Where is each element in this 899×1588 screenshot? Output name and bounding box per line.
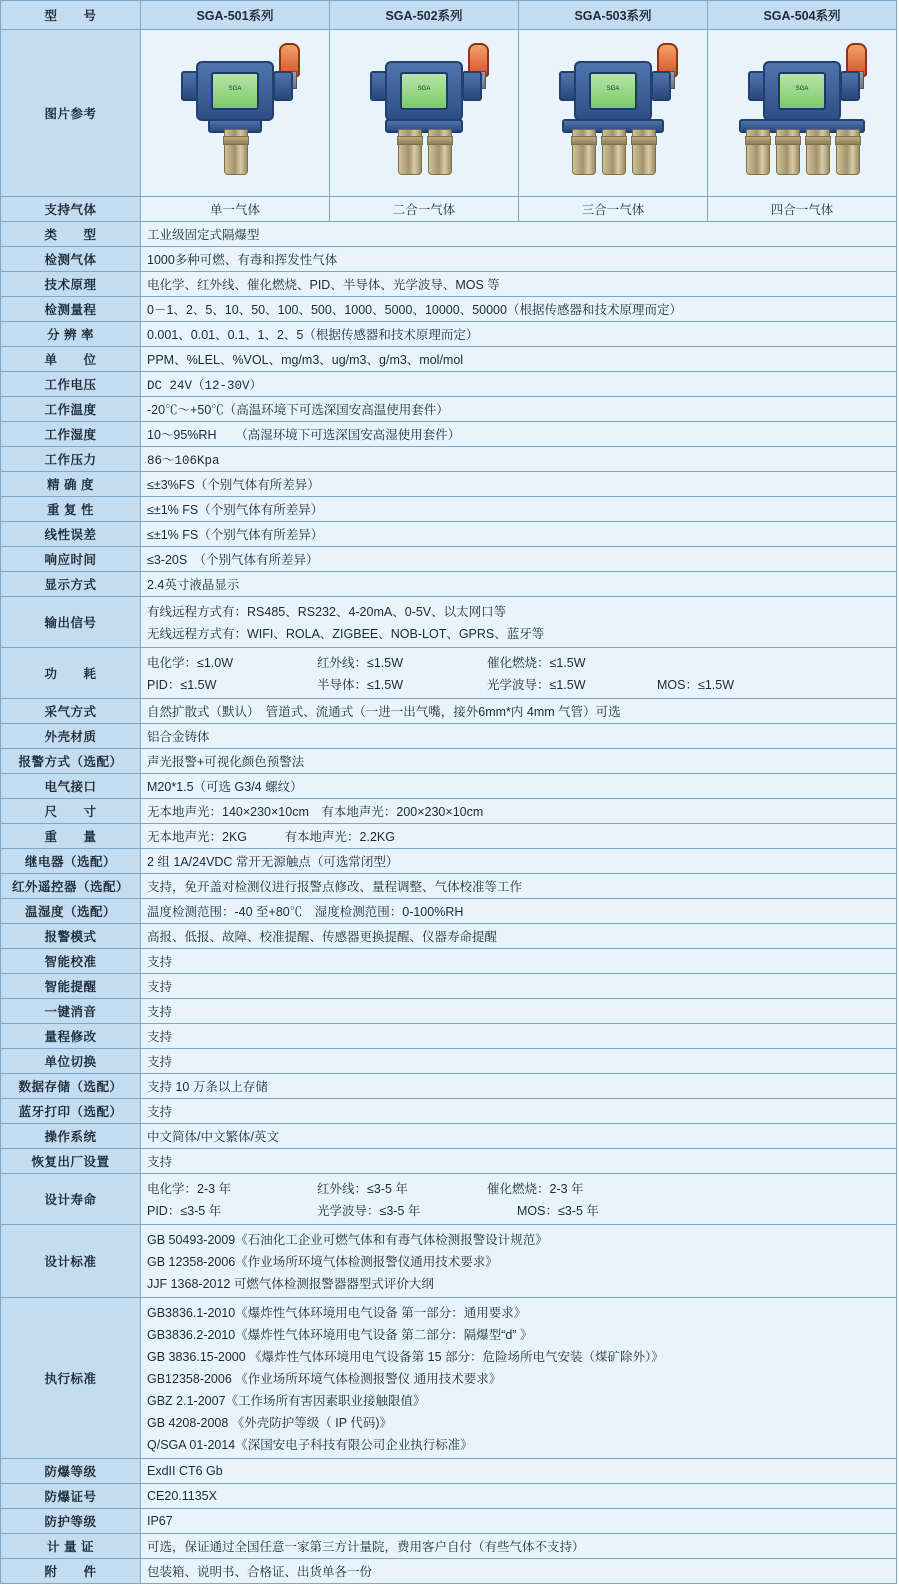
model-header-502: SGA-502系列	[330, 1, 519, 30]
mount-bracket-right	[273, 71, 293, 101]
table-row-one-key-mute	[1, 999, 897, 1024]
row-value-pressure: 86～106Kpa	[141, 447, 897, 472]
row-label-design-life: 设计寿命	[1, 1174, 141, 1225]
sensor-probe-2	[602, 129, 626, 175]
table-row-os	[1, 1124, 897, 1149]
lcd-display	[589, 72, 637, 110]
row-value-ex-grade: ExdII CT6 Gb	[141, 1459, 897, 1484]
row-label-shell: 外壳材质	[1, 724, 141, 749]
row-label-ip-grade: 防护等级	[1, 1509, 141, 1534]
row-label-size: 尺 寸	[1, 799, 141, 824]
row-label-temp-humidity-optional: 温湿度（选配）	[1, 899, 141, 924]
table-row-model-header	[1, 1, 897, 30]
table-row-smart-calibration	[1, 949, 897, 974]
table-row-pressure	[1, 447, 897, 472]
row-value-sampling: 自然扩散式（默认） 管道式、流通式（一进一出气嘴，接外6mm*内 4mm 气管）可选	[141, 699, 897, 724]
row-label-os: 操作系统	[1, 1124, 141, 1149]
table-row-principle	[1, 272, 897, 297]
detector-illustration-3	[528, 37, 698, 189]
table-row-voltage	[1, 372, 897, 397]
row-value-alarm-modes: 高报、低报、故障、校准提醒、传感器更换提醒、仪器寿命提醒	[141, 924, 897, 949]
row-value-shell: 铝合金铸体	[141, 724, 897, 749]
table-row-resolution	[1, 322, 897, 347]
lcd-text: SGA	[606, 86, 620, 92]
row-label-type: 类 型	[1, 222, 141, 247]
output-wired-line: 有线远程方式有：RS485、RS232、4-20mA、0-5V、以太网口等	[147, 605, 507, 619]
row-label-accuracy: 精 确 度	[1, 472, 141, 497]
lcd-text: SGA	[417, 86, 431, 92]
table-row-output-signal	[1, 597, 897, 648]
table-row-type	[1, 222, 897, 247]
table-row-factory-reset	[1, 1149, 897, 1174]
row-label-display: 显示方式	[1, 572, 141, 597]
sensor-probe-3	[806, 129, 830, 175]
table-row-range	[1, 297, 897, 322]
row-label-range: 检测量程	[1, 297, 141, 322]
support-gas-502: 二合一气体	[330, 197, 519, 222]
table-row-electrical-interface	[1, 774, 897, 799]
row-label-data-storage-optional: 数据存储（选配）	[1, 1074, 141, 1099]
row-label-alarm-mode-optional: 报警方式（选配）	[1, 749, 141, 774]
row-label-range-modify: 量程修改	[1, 1024, 141, 1049]
sensor-probe-1	[224, 129, 248, 175]
life-infrared: 红外线：≤3-5 年	[317, 1182, 408, 1196]
table-row-ex-grade	[1, 1459, 897, 1484]
row-label-voltage: 工作电压	[1, 372, 141, 397]
row-value-metering-cert: 可选，保证通过全国任意一家第三方计量院，费用客户自付（有些气体不支持）	[141, 1534, 897, 1559]
row-value-ex-cert: CE20.1135X	[141, 1484, 897, 1509]
life-mos: MOS：≤3-5 年	[517, 1204, 599, 1218]
power-electrochemical: 电化学：≤1.0W	[147, 656, 234, 670]
row-value-temperature: -20℃～+50℃（高温环境下可选深国安高温使用套件）	[141, 397, 897, 422]
row-value-alarm-mode-optional: 声光报警+可视化颜色预警法	[141, 749, 897, 774]
row-value-design-life	[141, 1174, 897, 1225]
lcd-text: SGA	[795, 86, 809, 92]
row-label-alarm-modes: 报警模式	[1, 924, 141, 949]
device-image-503	[519, 30, 708, 197]
table-row-power	[1, 648, 897, 699]
row-label-pressure: 工作压力	[1, 447, 141, 472]
row-label-smart-calibration: 智能校准	[1, 949, 141, 974]
row-value-data-storage-optional: 支持 10 万条以上存储	[141, 1074, 897, 1099]
row-value-unit: PPM、%LEL、%VOL、mg/m3、ug/m3、g/m3、mol/mol	[141, 347, 897, 372]
row-label-support-gas: 支持气体	[1, 197, 141, 222]
device-image-502	[330, 30, 519, 197]
design-standard-item: GB 12358-2006《作业场所环境气体检测报警仪通用技术要求》	[147, 1255, 498, 1269]
row-label-relay-optional: 继电器（选配）	[1, 849, 141, 874]
row-value-os: 中文简体/中文繁体/英文	[141, 1124, 897, 1149]
row-value-humidity: 10～95%RH （高湿环境下可选深国安高湿使用套件）	[141, 422, 897, 447]
design-standard-item: GB 50493-2009《石油化工企业可燃气体和有毒气体检测报警设计规范》	[147, 1233, 548, 1247]
power-infrared: 红外线：≤1.5W	[317, 656, 404, 670]
row-label-exec-standard: 执行标准	[1, 1298, 141, 1459]
exec-standard-item: GB3836.2-2010《爆炸性气体环境用电气设备 第二部分：隔爆型“d” 》	[147, 1328, 533, 1342]
row-label-one-key-mute: 一键消音	[1, 999, 141, 1024]
row-value-principle: 电化学、红外线、催化燃烧、PID、半导体、光学波导、MOS 等	[141, 272, 897, 297]
row-label-image-reference: 图片参考	[1, 30, 141, 197]
row-label-weight: 重 量	[1, 824, 141, 849]
table-row-repeatability	[1, 497, 897, 522]
detector-body	[385, 61, 463, 121]
row-value-repeatability: ≤±1% FS（个别气体有所差异）	[141, 497, 897, 522]
row-value-response: ≤3-20S （个别气体有所差异）	[141, 547, 897, 572]
sensor-probe-2	[428, 129, 452, 175]
exec-standard-item: GB3836.1-2010《爆炸性气体环境用电气设备 第一部分：通用要求》	[147, 1306, 527, 1320]
table-row-temperature	[1, 397, 897, 422]
row-value-smart-reminder: 支持	[141, 974, 897, 999]
exec-standard-item: GB12358-2006 《作业场所环境气体检测报警仪 通用技术要求》	[147, 1372, 502, 1386]
table-row-data-storage-optional	[1, 1074, 897, 1099]
row-label-repeatability: 重 复 性	[1, 497, 141, 522]
life-catalytic: 催化燃烧：2-3 年	[487, 1182, 584, 1196]
row-label-response: 响应时间	[1, 547, 141, 572]
table-row-ip-grade	[1, 1509, 897, 1534]
row-label-principle: 技术原理	[1, 272, 141, 297]
row-value-exec-standard	[141, 1298, 897, 1459]
sensor-probe-3	[632, 129, 656, 175]
table-row-metering-cert	[1, 1534, 897, 1559]
power-pid: PID：≤1.5W	[147, 678, 217, 692]
exec-standard-item: GB 3836.15-2000 《爆炸性气体环境用电气设备第 15 部分：危险场所电气安装（煤矿除外）》	[147, 1350, 664, 1364]
row-value-display: 2.4英寸液晶显示	[141, 572, 897, 597]
row-value-relay-optional: 2 组 1A/24VDC 常开无源触点（可选常闭型）	[141, 849, 897, 874]
row-label-sampling: 采气方式	[1, 699, 141, 724]
table-row-design-life	[1, 1174, 897, 1225]
row-label-output-signal: 输出信号	[1, 597, 141, 648]
sensor-probe-1	[398, 129, 422, 175]
table-row-relay-optional	[1, 849, 897, 874]
row-label-electrical-interface: 电气接口	[1, 774, 141, 799]
row-label-factory-reset: 恢复出厂设置	[1, 1149, 141, 1174]
mount-bracket-right	[651, 71, 671, 101]
lcd-display	[211, 72, 259, 110]
power-semiconductor: 半导体：≤1.5W	[317, 678, 404, 692]
sensor-probe-1	[746, 129, 770, 175]
row-label-model: 型 号	[1, 1, 141, 30]
row-label-accessories: 附 件	[1, 1559, 141, 1584]
detector-body	[574, 61, 652, 121]
row-value-unit-switch: 支持	[141, 1049, 897, 1074]
model-header-501: SGA-501系列	[141, 1, 330, 30]
sensor-probe-4	[836, 129, 860, 175]
table-row-support-gas	[1, 197, 897, 222]
page-footer-spacer	[0, 1584, 899, 1588]
table-row-bluetooth-print-optional	[1, 1099, 897, 1124]
lcd-display	[778, 72, 826, 110]
row-label-humidity: 工作湿度	[1, 422, 141, 447]
row-value-factory-reset: 支持	[141, 1149, 897, 1174]
mount-bracket-right	[462, 71, 482, 101]
model-header-504: SGA-504系列	[708, 1, 897, 30]
row-value-weight: 无本地声光：2KG 有本地声光：2.2KG	[141, 824, 897, 849]
row-value-one-key-mute: 支持	[141, 999, 897, 1024]
row-label-ir-remote-optional: 红外遥控器（选配）	[1, 874, 141, 899]
row-label-unit: 单 位	[1, 347, 141, 372]
output-wireless-line: 无线远程方式有：WIFI、ROLA、ZIGBEE、NOB-LOT、GPRS、蓝牙等	[147, 627, 545, 641]
table-row-detect-gas	[1, 247, 897, 272]
row-value-temp-humidity-optional: 温度检测范围：-40 至+80℃ 湿度检测范围：0-100%RH	[141, 899, 897, 924]
table-row-accuracy	[1, 472, 897, 497]
row-value-accuracy: ≤±3%FS（个别气体有所差异）	[141, 472, 897, 497]
detector-illustration-4	[717, 37, 887, 189]
mount-bracket-right	[840, 71, 860, 101]
row-label-detect-gas: 检测气体	[1, 247, 141, 272]
table-row-image-reference	[1, 30, 897, 197]
lcd-text: SGA	[228, 86, 242, 92]
table-row-alarm-modes	[1, 924, 897, 949]
row-label-resolution: 分 辨 率	[1, 322, 141, 347]
row-label-linearity: 线性误差	[1, 522, 141, 547]
row-value-ip-grade: IP67	[141, 1509, 897, 1534]
row-value-range-modify: 支持	[141, 1024, 897, 1049]
row-value-type: 工业级固定式隔爆型	[141, 222, 897, 247]
sensor-probe-2	[776, 129, 800, 175]
row-value-power	[141, 648, 897, 699]
power-catalytic: 催化燃烧：≤1.5W	[487, 656, 586, 670]
life-electrochemical: 电化学：2-3 年	[147, 1182, 232, 1196]
table-row-ir-remote-optional	[1, 874, 897, 899]
table-row-sampling	[1, 699, 897, 724]
row-value-accessories: 包装箱、说明书、合格证、出货单各一份	[141, 1559, 897, 1584]
row-value-output-signal	[141, 597, 897, 648]
design-standard-item: JJF 1368-2012 可燃气体检测报警器器型式评价大纲	[147, 1277, 434, 1291]
table-row-size	[1, 799, 897, 824]
table-row-shell	[1, 724, 897, 749]
detector-illustration-1	[150, 37, 320, 189]
row-label-metering-cert: 计 量 证	[1, 1534, 141, 1559]
table-row-smart-reminder	[1, 974, 897, 999]
power-mos: MOS：≤1.5W	[657, 678, 735, 692]
table-row-design-standard	[1, 1225, 897, 1298]
row-label-power: 功 耗	[1, 648, 141, 699]
life-pid: PID：≤3-5 年	[147, 1204, 222, 1218]
table-row-temp-humidity-optional	[1, 899, 897, 924]
table-row-range-modify	[1, 1024, 897, 1049]
table-row-linearity	[1, 522, 897, 547]
row-value-voltage: DC 24V（12-30V）	[141, 372, 897, 397]
detector-illustration-2	[339, 37, 509, 189]
support-gas-503: 三合一气体	[519, 197, 708, 222]
row-value-size: 无本地声光：140×230×10cm 有本地声光：200×230×10cm	[141, 799, 897, 824]
device-image-504	[708, 30, 897, 197]
row-label-smart-reminder: 智能提醒	[1, 974, 141, 999]
table-row-response	[1, 547, 897, 572]
model-header-503: SGA-503系列	[519, 1, 708, 30]
support-gas-501: 单一气体	[141, 197, 330, 222]
row-value-resolution: 0.001、0.01、0.1、1、2、5（根据传感器和技术原理而定）	[141, 322, 897, 347]
exec-standard-item: GB 4208-2008 《外壳防护等级（ IP 代码)》	[147, 1416, 392, 1430]
table-row-accessories	[1, 1559, 897, 1584]
row-value-range: 0－1、2、5、10、50、100、500、1000、5000、10000、50000（根据传感器和技术原理而定）	[141, 297, 897, 322]
table-row-humidity	[1, 422, 897, 447]
row-value-detect-gas: 1000多种可燃、有毒和挥发性气体	[141, 247, 897, 272]
exec-standard-item: GBZ 2.1-2007《工作场所有害因素职业接触限值》	[147, 1394, 426, 1408]
table-row-unit-switch	[1, 1049, 897, 1074]
row-value-ir-remote-optional: 支持，免开盖对检测仪进行报警点修改、量程调整、气体校准等工作	[141, 874, 897, 899]
power-optical-waveguide: 光学波导：≤1.5W	[487, 678, 586, 692]
row-value-electrical-interface: M20*1.5（可选 G3/4 螺纹）	[141, 774, 897, 799]
support-gas-504: 四合一气体	[708, 197, 897, 222]
detector-body	[763, 61, 841, 121]
table-row-ex-cert	[1, 1484, 897, 1509]
row-label-design-standard: 设计标准	[1, 1225, 141, 1298]
row-value-design-standard	[141, 1225, 897, 1298]
row-value-linearity: ≤±1% FS（个别气体有所差异）	[141, 522, 897, 547]
device-image-501	[141, 30, 330, 197]
table-row-weight	[1, 824, 897, 849]
row-label-temperature: 工作温度	[1, 397, 141, 422]
table-row-alarm-mode-optional	[1, 749, 897, 774]
sensor-probe-1	[572, 129, 596, 175]
row-label-ex-grade: 防爆等级	[1, 1459, 141, 1484]
table-row-display	[1, 572, 897, 597]
row-label-unit-switch: 单位切换	[1, 1049, 141, 1074]
detector-body	[196, 61, 274, 121]
life-optical-waveguide: 光学波导：≤3-5 年	[317, 1204, 421, 1218]
lcd-display	[400, 72, 448, 110]
row-label-bluetooth-print-optional: 蓝牙打印（选配）	[1, 1099, 141, 1124]
table-row-exec-standard	[1, 1298, 897, 1459]
row-value-bluetooth-print-optional: 支持	[141, 1099, 897, 1124]
row-label-ex-cert: 防爆证号	[1, 1484, 141, 1509]
exec-standard-item: Q/SGA 01-2014《深国安电子科技有限公司企业执行标准》	[147, 1438, 473, 1452]
row-value-smart-calibration: 支持	[141, 949, 897, 974]
table-row-unit	[1, 347, 897, 372]
